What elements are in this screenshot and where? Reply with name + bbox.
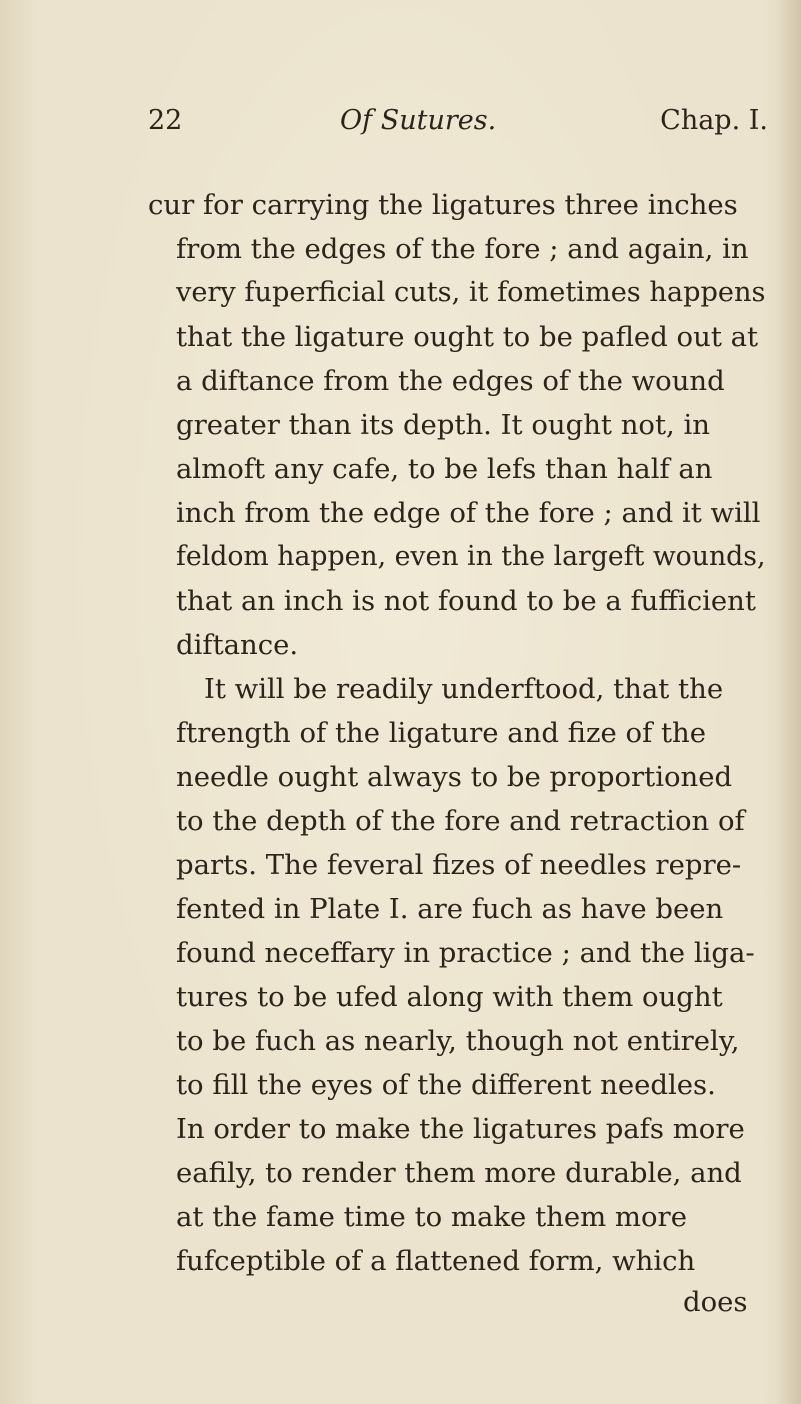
- text-line: very fuperficial cuts, it fometimes happens: [176, 277, 766, 308]
- text-line: cur for carrying the ligatures three inches: [148, 189, 738, 221]
- text-line: It will be readily underftood, that the: [204, 673, 724, 705]
- chapter-label: Chap. I.: [660, 105, 768, 136]
- text-line: to fill the eyes of the different needles.: [176, 1069, 716, 1101]
- text-line: to be fuch as nearly, though not entirely,: [176, 1025, 740, 1057]
- text-line: that an inch is not found to be a fufficient: [176, 585, 756, 617]
- text-line: almoft any cafe, to be lefs than half an: [176, 453, 713, 485]
- text-line: eafily, to render them more durable, and: [176, 1157, 742, 1189]
- text-line: In order to make the ligatures pafs more: [176, 1113, 745, 1145]
- text-line: from the edges of the fore ; and again, in: [176, 233, 749, 265]
- text-line: that the ligature ought to be pafled out at: [176, 321, 759, 353]
- text-line: to the depth of the fore and retraction of: [176, 805, 745, 837]
- text-line: at the fame time to make them more: [176, 1201, 687, 1233]
- text-line: feldom happen, even in the largeft wounds,: [176, 541, 766, 572]
- text-line: inch from the edge of the fore ; and it will: [176, 497, 761, 529]
- text-line: tures to be ufed along with them ought: [176, 981, 723, 1013]
- text-line: fented in Plate I. are fuch as have been: [176, 893, 724, 925]
- text-line: needle ought always to be proportioned: [176, 761, 733, 793]
- running-title: Of Sutures.: [340, 105, 497, 136]
- text-line: diftance.: [176, 629, 299, 661]
- text-line: fufceptible of a flattened form, which: [176, 1245, 696, 1277]
- text-line: parts. The feveral fizes of needles repre-: [176, 849, 742, 881]
- running-header: [148, 105, 768, 147]
- text-line: greater than its depth. It ought not, in: [176, 409, 711, 441]
- text-line: found neceffary in practice ; and the liga-: [176, 937, 755, 969]
- text-line: ftrength of the ligature and fize of the: [176, 717, 707, 749]
- text-line: a diftance from the edges of the wound: [176, 365, 725, 397]
- catchword: does: [683, 1286, 748, 1318]
- page-number: 22: [148, 105, 183, 136]
